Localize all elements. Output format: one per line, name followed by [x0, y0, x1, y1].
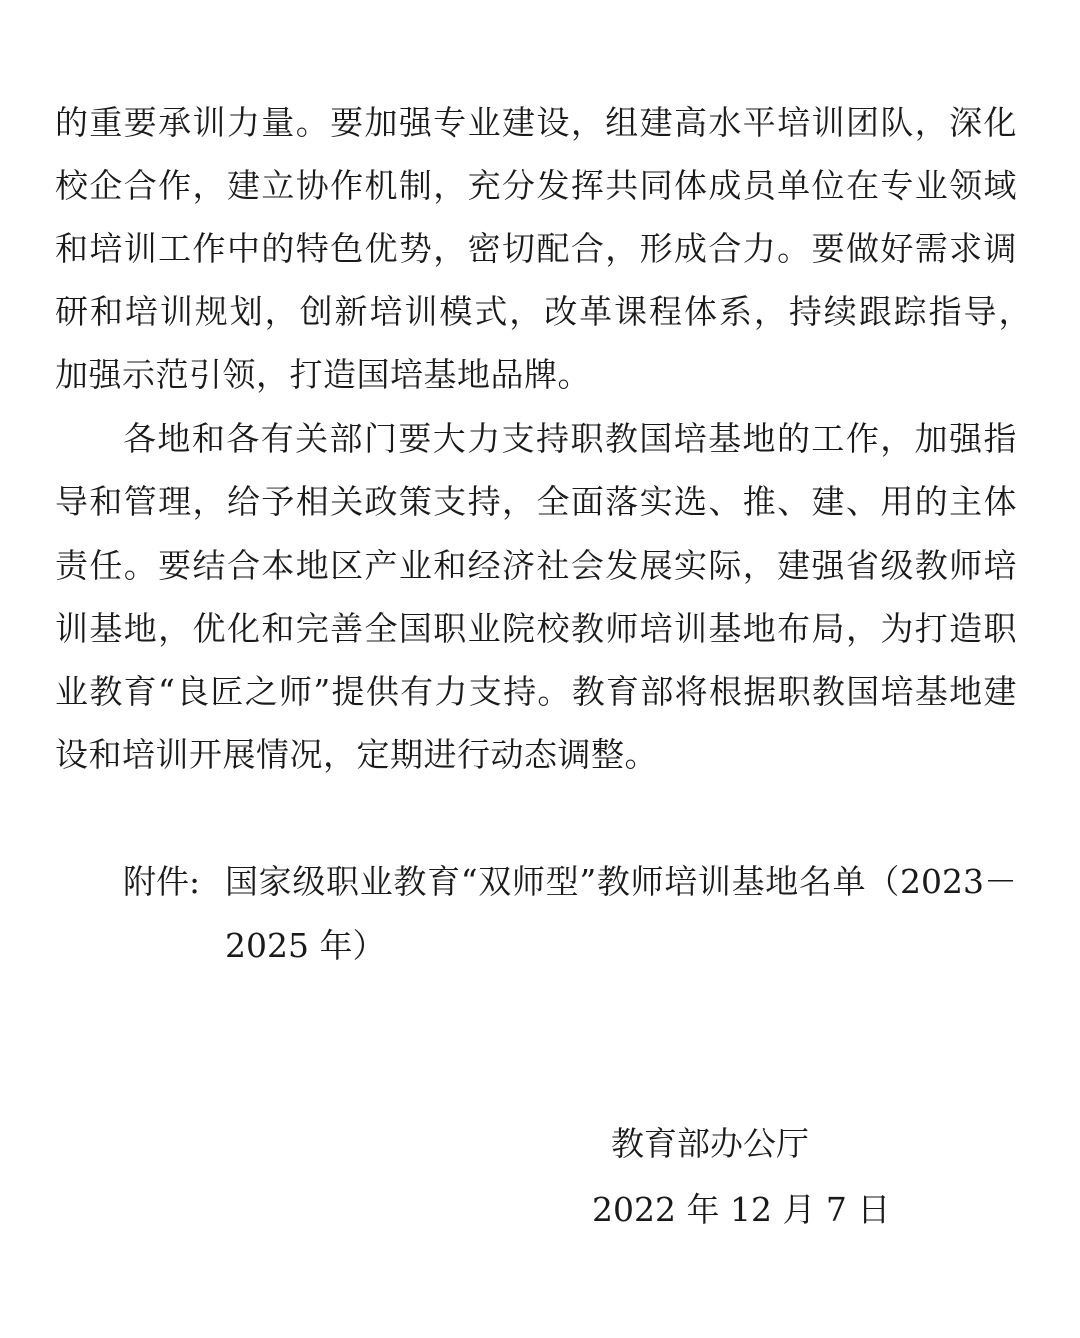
paragraph-line: 业教育“良匠之师”提供有力支持。教育部将根据职教国培基地建	[55, 672, 1017, 711]
issuer-name: 教育部办公厅	[611, 1124, 809, 1163]
paragraph-line: 导和管理，给予相关政策支持，全面落实选、推、建、用的主体	[55, 482, 1017, 521]
paragraph-line: 各地和各有关部门要大力支持职教国培基地的工作，加强指	[123, 419, 1017, 458]
paragraph-line: 的重要承训力量。要加强专业建设，组建高水平培训团队，深化	[55, 103, 1017, 142]
paragraph-line: 设和培训开展情况，定期进行动态调整。	[55, 735, 658, 774]
paragraph-line: 和培训工作中的特色优势，密切配合，形成合力。要做好需求调	[55, 229, 1017, 268]
paragraph-line: 研和培训规划，创新培训模式，改革课程体系，持续跟踪指导，	[55, 292, 1032, 331]
paragraph-line: 责任。要结合本地区产业和经济社会发展实际，建强省级教师培	[55, 546, 1017, 585]
paragraph-line: 训基地，优化和完善全国职业院校教师培训基地布局，为打造职	[55, 609, 1017, 648]
issue-date: 2022 年 12 月 7 日	[592, 1190, 891, 1229]
paragraph-line: 校企合作，建立协作机制，充分发挥共同体成员单位在专业领域	[55, 166, 1017, 205]
paragraph-line: 加强示范引领，打造国培基地品牌。	[55, 355, 591, 394]
attachment-label: 附件:	[123, 862, 201, 901]
attachment-title-line-1: 国家级职业教育“双师型”教师培训基地名单（2023－	[225, 862, 1017, 901]
attachment-title-line-2: 2025 年）	[225, 926, 386, 965]
